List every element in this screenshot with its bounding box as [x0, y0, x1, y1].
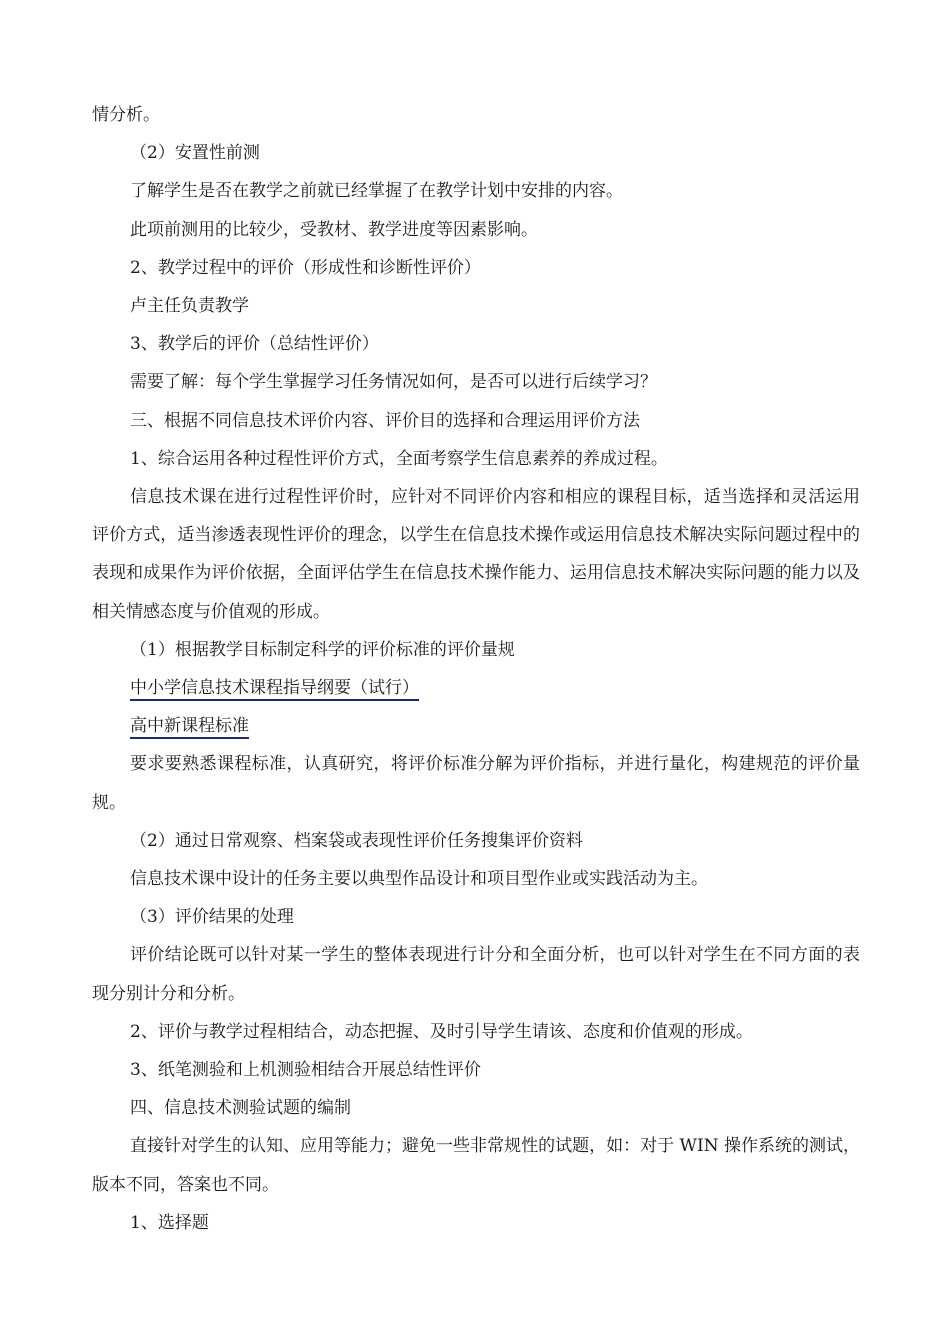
curriculum-guide-link[interactable]: 中小学信息技术课程指导纲要（试行）: [130, 678, 419, 701]
section-heading: 3、教学后的评价（总结性评价）: [130, 334, 379, 355]
paragraph: （2）安置性前测: [130, 143, 260, 164]
document-body: [92, 96, 860, 1242]
section-heading: 2、教学过程中的评价（形成性和诊断性评价）: [130, 257, 481, 278]
paragraph: 信息技术课在进行过程性评价时，应针对不同评价内容和相应的课程目标，适当选择和灵活运用评价方式，适当渗透表现性评价的理念，以学生在信息技术操作或运用信息技术解决实际问题过程中的表现和成果作为评价依据，全面评估学生在信息技术操作能力、运用信息技术解决实际问题的能力以及相关情感态度与价值观的形成。: [92, 487, 860, 622]
section-heading: 3、纸笔测验和上机测验相结合开展总结性评价: [130, 1060, 481, 1081]
section-heading: 1、选择题: [130, 1212, 209, 1233]
paragraph: （1）根据教学目标制定科学的评价标准的评价量规: [130, 639, 515, 660]
paragraph: 了解学生是否在教学之前就已经掌握了在教学计划中安排的内容。: [130, 181, 623, 202]
section-heading: 四、信息技术测验试题的编制: [130, 1098, 351, 1119]
paragraph: （3）评价结果的处理: [130, 907, 294, 928]
section-heading: 2、评价与教学过程相结合，动态把握、及时引导学生请该、态度和价值观的形成。: [130, 1021, 753, 1042]
paragraph: 评价结论既可以针对某一学生的整体表现进行计分和全面分析，也可以针对学生在不同方面的表现分别计分和分析。: [92, 945, 860, 1004]
paragraph: 此项前测用的比较少，受教材、教学进度等因素影响。: [130, 219, 538, 240]
high-school-standard-link[interactable]: 高中新课程标准: [130, 716, 249, 739]
link-row: [92, 707, 860, 745]
paragraph: 需要了解：每个学生掌握学习任务情况如何，是否可以进行后续学习？: [130, 372, 657, 393]
paragraph: 信息技术课中设计的任务主要以典型作品设计和项目型作业或实践活动为主。: [130, 869, 708, 890]
section-heading: 1、综合运用各种过程性评价方式，全面考察学生信息素养的养成过程。: [130, 448, 668, 469]
paragraph: 卢主任负责教学: [130, 296, 249, 317]
paragraph: 直接针对学生的认知、应用等能力；避免一些非常规性的试题，如：对于 WIN 操作系统的测试，版本不同，答案也不同。: [92, 1136, 860, 1195]
link-row: [92, 669, 860, 707]
paragraph: 情分析。: [92, 105, 160, 125]
paragraph: （2）通过日常观察、档案袋或表现性评价任务搜集评价资料: [130, 830, 583, 851]
paragraph: 要求要熟悉课程标准，认真研究，将评价标准分解为评价指标，并进行量化，构建规范的评价量规。: [92, 754, 860, 813]
section-heading: 三、根据不同信息技术评价内容、评价目的选择和合理运用评价方法: [130, 410, 640, 431]
